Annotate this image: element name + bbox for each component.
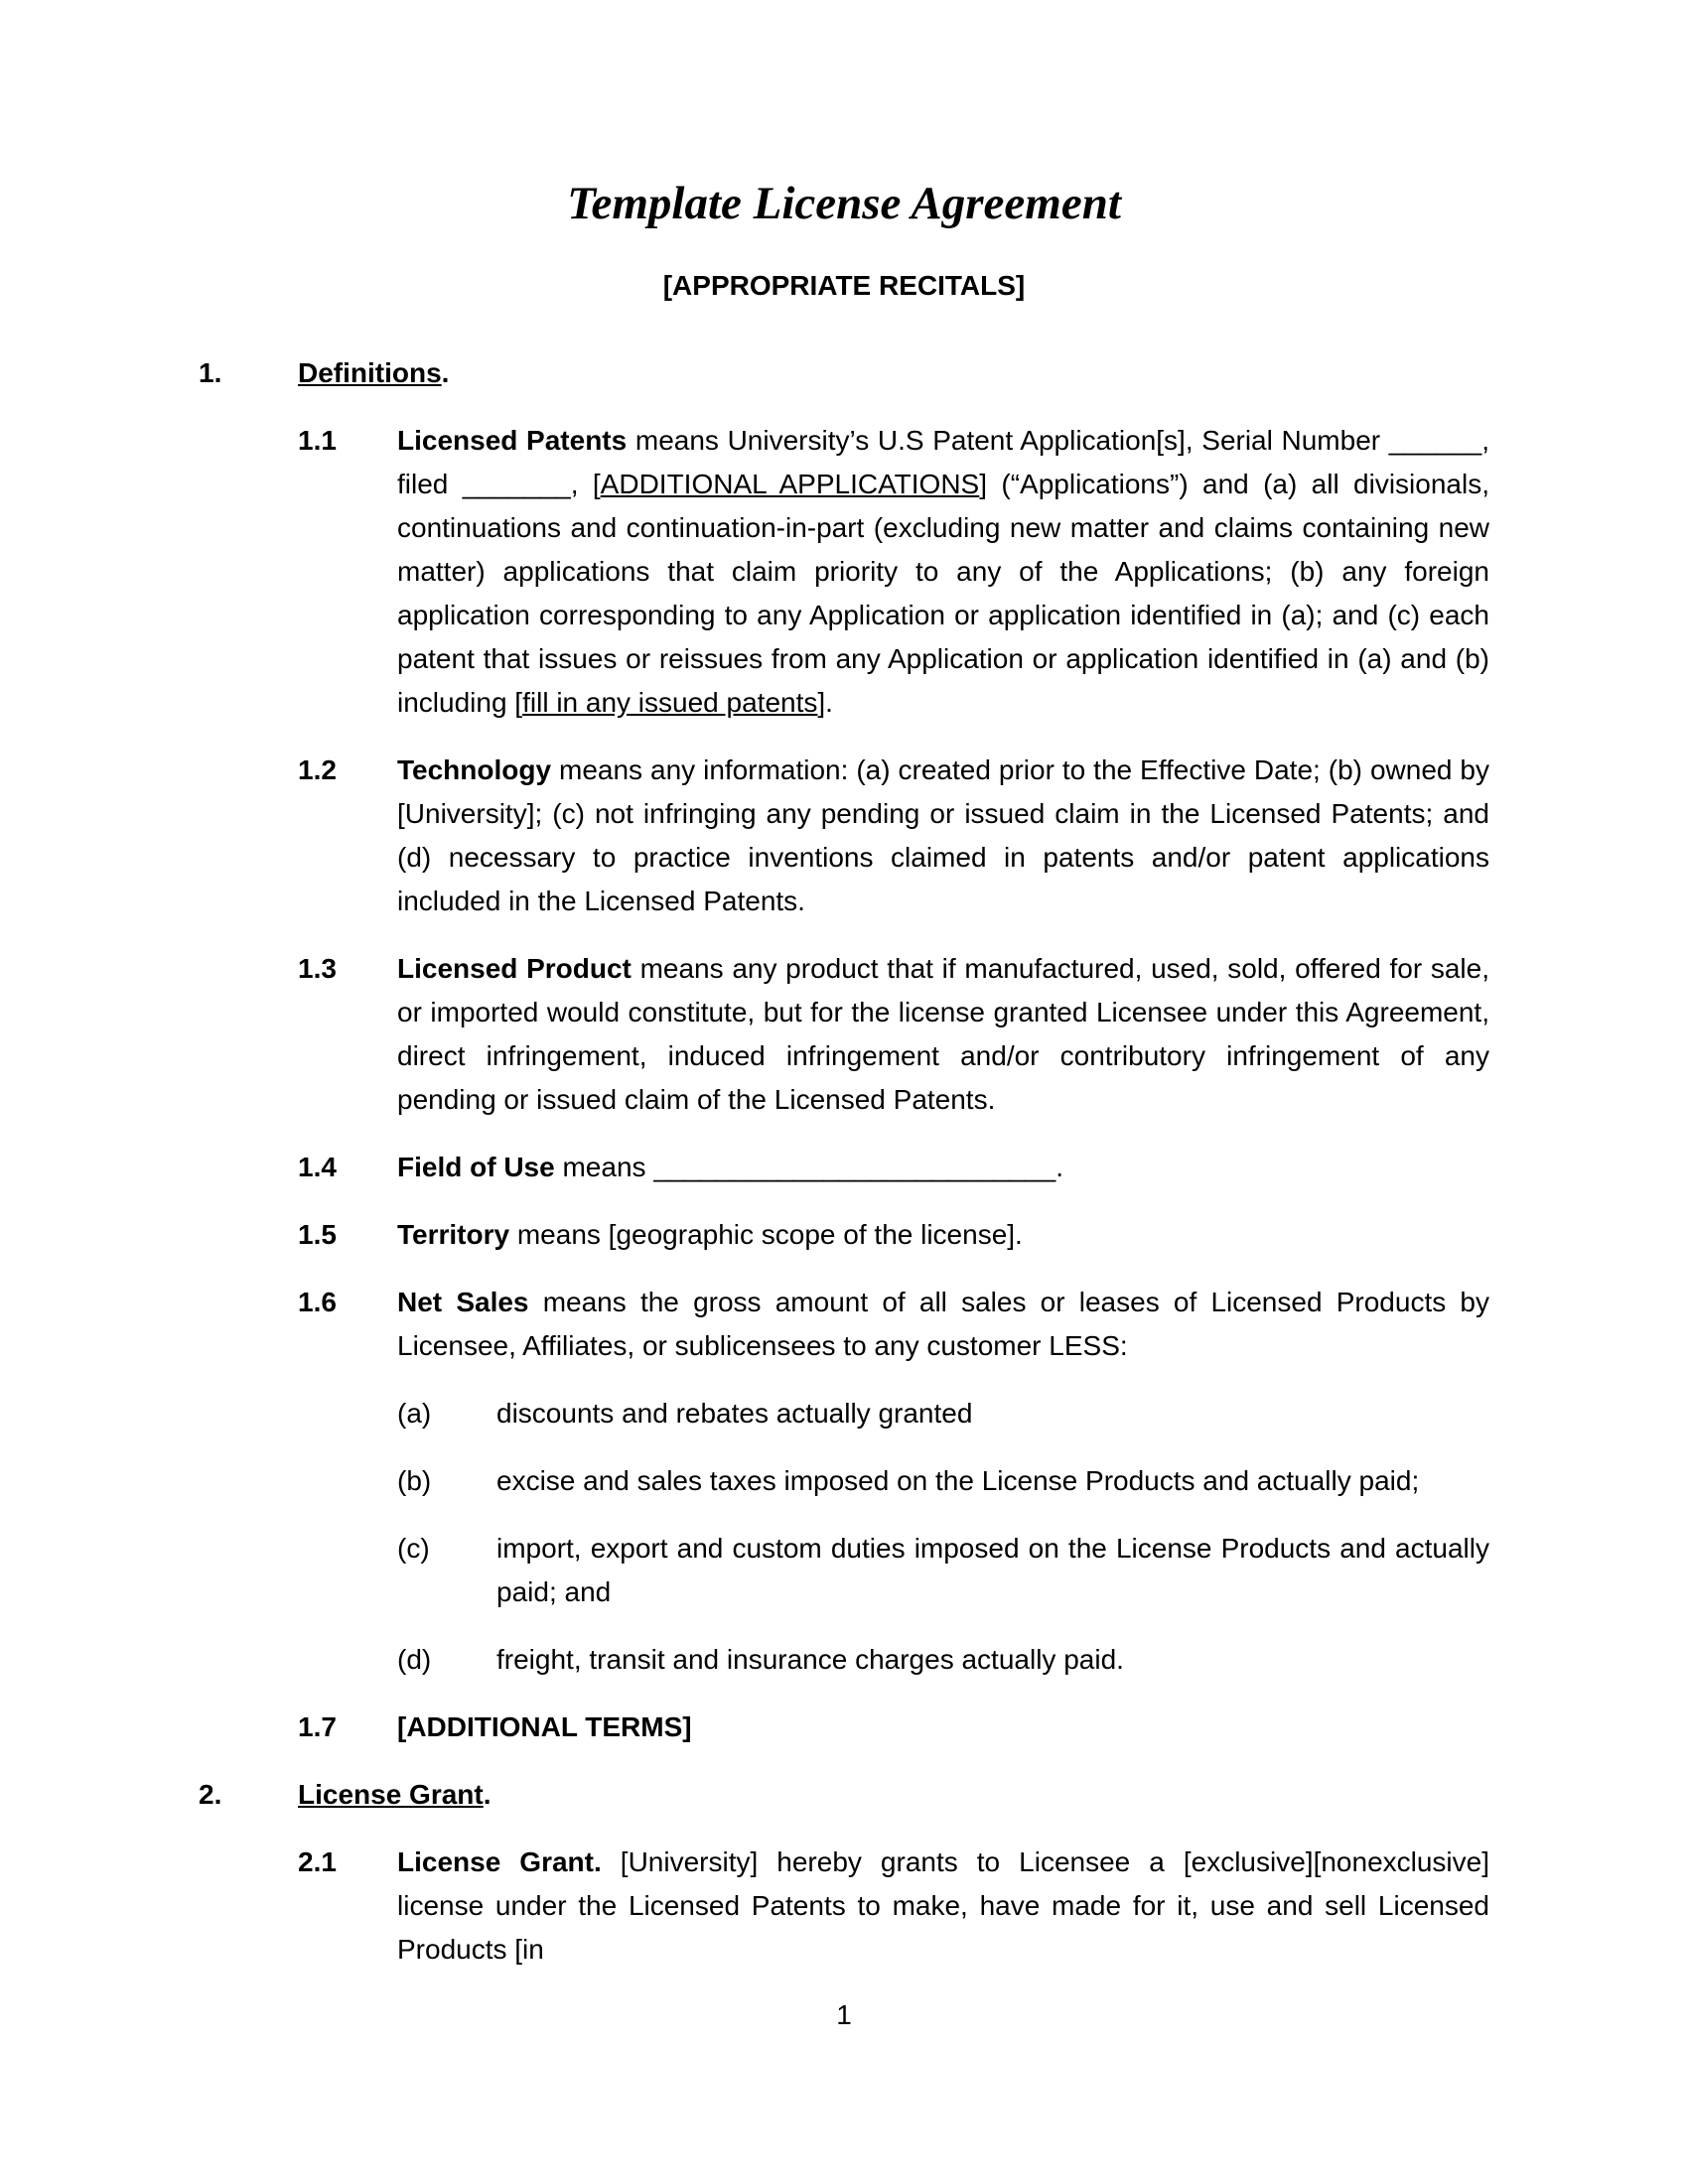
clause-text <box>298 351 1489 395</box>
section-2-heading <box>199 1773 1489 1817</box>
text-run: means any information: (a) created prior to the Effective Date; (b) owned by [University]; (c) not infringing any pending or issued claim in the Licensed Patents; and (d) necessary to practice inventions claimed in patents and/or patent applications included in the Licensed Patents. <box>397 754 1489 916</box>
clause-marker: (b) <box>397 1465 432 1496</box>
text-run: . <box>1055 1152 1063 1182</box>
clause-marker: (d) <box>397 1644 432 1675</box>
clause-text <box>397 1706 1489 1749</box>
text-run: means any product that if manufactured, used, sold, offered for sale, or imported would constitute, but for the license granted Licensee under this Agreement, direct infringement, induced infringement and/or contributory infringement of any pending or issued claim of the Licensed Patents. <box>397 953 1490 1115</box>
document-subtitle: [APPROPRIATE RECITALS] <box>662 270 1026 301</box>
underlined-text-run: Definitions <box>298 357 442 388</box>
clause-marker: 2.1 <box>298 1846 337 1877</box>
clause-1-3-licensed-product <box>199 947 1489 1122</box>
text-run: discounts and rebates actually granted <box>496 1398 973 1429</box>
bold-text-run: Territory <box>397 1219 510 1250</box>
text-run: _______ <box>462 469 571 499</box>
clause-marker: 1.7 <box>298 1711 337 1742</box>
clause-2-1-license-grant <box>199 1841 1489 1972</box>
clause-1-4-field-of-use <box>199 1146 1489 1189</box>
bold-text-run: Licensed Patents <box>397 425 628 456</box>
text-run: , [ <box>570 469 601 499</box>
bold-text-run: Licensed Product <box>397 953 632 984</box>
clause-marker: 1.6 <box>298 1287 337 1317</box>
clause-marker: 1. <box>199 357 222 388</box>
document-body <box>199 351 1489 1972</box>
bold-text-run: License Grant. <box>397 1846 602 1877</box>
clause-text <box>397 749 1489 923</box>
clause-marker: 1.2 <box>298 754 337 785</box>
underlined-text-run: License Grant <box>298 1779 484 1810</box>
clause-1-6-net-sales <box>199 1281 1489 1368</box>
clause-text <box>397 1213 1489 1257</box>
clause-text <box>496 1527 1489 1614</box>
text-run: means University’s U.S Patent Application[s], Serial Number <box>627 425 1389 456</box>
text-run: import, export and custom duties imposed on the License Products and actually paid; and <box>496 1533 1489 1607</box>
clause-1-7-additional-terms <box>199 1706 1489 1749</box>
clause-text <box>397 1841 1489 1972</box>
clause-marker: 1.4 <box>298 1152 337 1182</box>
bold-text-run: . <box>483 1779 492 1810</box>
clause-1-5-territory <box>199 1213 1489 1257</box>
list-item-d-freight <box>199 1638 1489 1682</box>
text-run: [University] hereby grants to Licensee a [exclusive][nonexclusive] license under the Licensed Patents to make, have made for it, use and sell Licensed Products [in <box>397 1846 1490 1965</box>
bold-text-run: . <box>441 357 450 388</box>
text-run: freight, transit and insurance charges actually paid. <box>496 1644 1124 1675</box>
clause-text <box>496 1638 1489 1682</box>
clause-marker: (c) <box>397 1533 430 1564</box>
clause-text <box>397 947 1489 1122</box>
list-item-b-excise-taxes <box>199 1459 1489 1503</box>
text-run: ______ <box>1388 425 1482 456</box>
clause-text <box>397 1146 1489 1189</box>
clause-text <box>496 1392 1489 1435</box>
clause-marker: 1.5 <box>298 1219 337 1250</box>
bold-text-run: Technology <box>397 754 552 785</box>
text-run: , filed <box>397 425 1489 499</box>
text-run: ] (“Applications”) and (a) all divisionals, continuations and continuation-in-part (excluding new matter and claims containing new matter) applications that claim priority to any of the Applications; (b) any foreign application corresponding to any Application or application identified in (a); and (c) each patent that issues or reissues from any Application or application identified in (a) and (b) including [ <box>397 469 1489 718</box>
clause-text <box>397 1281 1489 1368</box>
text-run: __________________________ <box>653 1152 1056 1182</box>
clause-text <box>496 1459 1489 1503</box>
text-run: means the gross amount of all sales or leases of Licensed Products by Licensee, Affiliates, or sublicensees to any customer LESS: <box>397 1287 1489 1361</box>
underlined-text-run: ADDITIONAL APPLICATIONS <box>600 469 980 499</box>
bold-text-run: Field of Use <box>397 1152 555 1182</box>
clause-marker: 1.3 <box>298 953 337 984</box>
text-run: means [geographic scope of the license]. <box>509 1219 1023 1250</box>
text-run: excise and sales taxes imposed on the License Products and actually paid; <box>496 1465 1420 1496</box>
text-run: means <box>554 1152 654 1182</box>
clause-1-2-technology <box>199 749 1489 923</box>
clause-marker: 2. <box>199 1779 222 1810</box>
clause-text <box>298 1773 1489 1817</box>
clause-text <box>397 419 1489 725</box>
clause-1-1-licensed-patents <box>199 419 1489 725</box>
list-item-c-import-duties <box>199 1527 1489 1614</box>
document-title: Template License Agreement <box>567 178 1121 229</box>
underlined-text-run: fill in any issued patents <box>522 687 818 718</box>
bold-text-run: Net Sales <box>397 1287 529 1317</box>
section-1-heading <box>199 351 1489 395</box>
page-number: 1 <box>836 1999 852 2030</box>
bold-text-run: [ADDITIONAL TERMS] <box>397 1711 692 1742</box>
text-run: ]. <box>817 687 833 718</box>
clause-marker: (a) <box>397 1398 432 1429</box>
clause-marker: 1.1 <box>298 425 337 456</box>
list-item-a-discounts <box>199 1392 1489 1435</box>
